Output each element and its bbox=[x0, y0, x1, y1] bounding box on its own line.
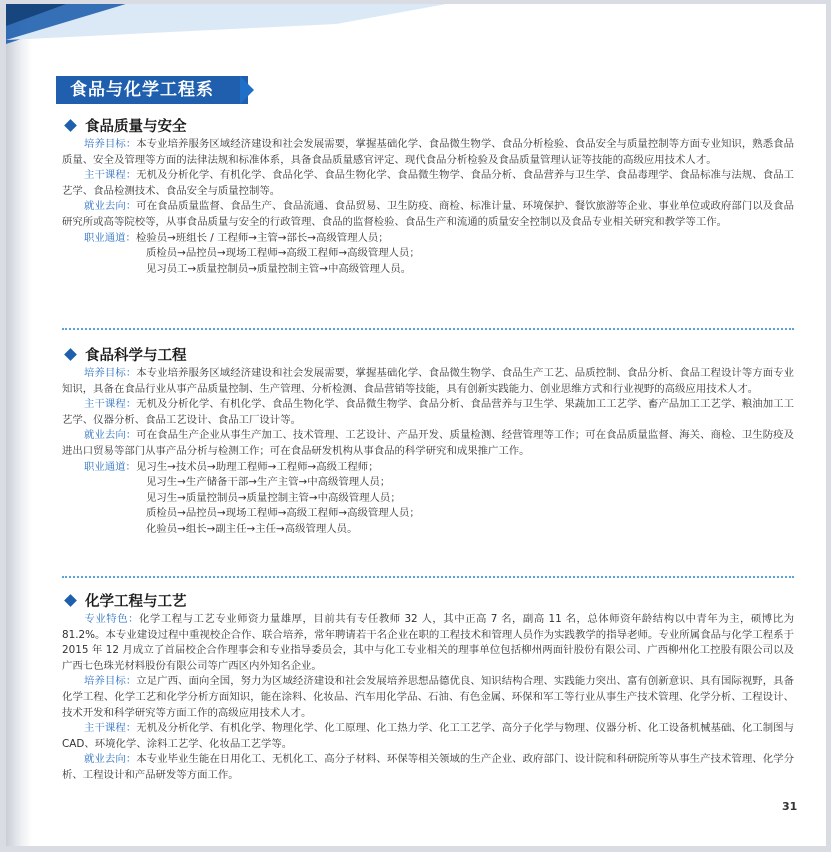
brochure-page bbox=[6, 4, 826, 846]
training-goal: 培养目标：本专业培养服务区域经济建设和社会发展需要，掌握基础化学、食品微生物学、食品生产工艺、品质控制、食品分析、食品工程设计等方面专业知识，具备在食品行业从事产品质量控制、生产管理、分析检测、食品营销等技能，具有创新实践能力、创业思维方式和行业视野的高级应用技术人才。 bbox=[62, 367, 795, 395]
career-path: 职业通道：检验员→班组长 / 工程师→主管→部长→高级管理人员； bbox=[84, 231, 389, 244]
main-courses: 主干课程：无机及分析化学、有机化学、食品化学、食品生物化学、食品微生物学、食品分析、食品营养与卫生学、食品毒理学、食品标准与法规、食品工艺学、食品检测技术、食品安全与质量控制等。 bbox=[62, 169, 795, 197]
employment: 就业去向：本专业毕业生能在日用化工、无机化工、高分子材料、环保等相关领域的生产企业、政府部门、设计院和科研院所等从事生产技术管理、化学分析、工程设计和产品研发等方面工作。 bbox=[62, 753, 795, 781]
department-title: 食品与化学工程系 bbox=[56, 76, 248, 104]
career-path: 见习生→质量控制员→质量控制主管→中高级管理人员； bbox=[146, 491, 401, 504]
career-path: 化验员→组长→副主任→主任→高级管理人员。 bbox=[146, 522, 358, 535]
main-courses: 主干课程：无机及分析化学、有机化学、物理化学、化工原理、化工热力学、化工工艺学、高分子化学与物理、仪器分析、化工设备机械基础、化工制图与 CAD、环境化学、涂料工艺学、化妆品工艺学等。 bbox=[62, 722, 795, 750]
career-path: 质检员→品控员→现场工程师→高级工程师→高级管理人员； bbox=[146, 507, 420, 520]
corner-decoration bbox=[6, 4, 466, 44]
career-path: 见习生→生产储备干部→生产主管→中高级管理人员； bbox=[146, 476, 391, 489]
diamond-bullet-icon bbox=[64, 119, 77, 132]
section-divider bbox=[62, 576, 794, 578]
major-title: 化学工程与工艺 bbox=[64, 590, 187, 611]
major-details bbox=[62, 137, 794, 277]
diamond-bullet-icon bbox=[64, 348, 77, 361]
major-details bbox=[62, 612, 794, 784]
employment: 就业去向：可在食品质量监督、食品生产、食品流通、食品贸易、卫生防疫、商检、标准计量、环境保护、餐饮旅游等企业、事业单位或政府部门以及食品研究所或高等院校等，从事食品质量与安全的行政管理、食品的监督检验、食品生产和流通的质量安全控制以及食品专业相关研究和教学等工作。 bbox=[62, 200, 795, 228]
major-title: 食品质量与安全 bbox=[64, 115, 187, 136]
career-path: 质检员→品控员→现场工程师→高级工程师→高级管理人员； bbox=[146, 247, 420, 260]
training-goal: 培养目标：立足广西、面向全国，努力为区域经济建设和社会发展培养思想品德优良、知识结构合理、实践能力突出、富有创新意识、具有国际视野，具备化学工程、化学工艺和化学分析方面知识，能在涂料、化妆品、汽车用化学品、石油、有色金属、环保和军工等行业从事生产技术管理、化学分析、工程设计、技术开发和科学研究等方面工作的高级应用技术人才。 bbox=[62, 675, 795, 719]
employment: 就业去向：可在食品生产企业从事生产加工、技术管理、工艺设计、产品开发、质量检测、经营管理等工作；可在食品质量监督、海关、商检、卫生防疫及进出口贸易等部门从事产品分析与检测工作；可在食品研发机构从事食品的科学研究和成果推广工作。 bbox=[62, 429, 795, 457]
banner-arrow-icon bbox=[240, 76, 254, 104]
career-path: 职业通道：见习生→技术员→助理工程师→工程师→高级工程师； bbox=[84, 460, 379, 473]
major-details bbox=[62, 366, 794, 538]
page-number: 31 bbox=[782, 800, 798, 813]
career-path: 见习员工→质量控制员→质量控制主管→中高级管理人员。 bbox=[146, 262, 412, 275]
section-divider bbox=[62, 328, 794, 330]
main-courses: 主干课程：无机及分析化学、有机化学、食品生物化学、食品微生物学、食品分析、食品营养与卫生学、果蔬加工工艺学、畜产品加工工艺学、粮油加工工艺学、仪器分析、食品工艺设计、食品工厂设计等。 bbox=[62, 398, 795, 426]
diamond-bullet-icon bbox=[64, 594, 77, 607]
training-goal: 培养目标：本专业培养服务区域经济建设和社会发展需要，掌握基础化学、食品微生物学、食品分析检验、食品安全与质量控制等方面专业知识，熟悉食品质量、安全及管理等方面的法律法规和标准体系，具备食品质量感官评定、现代食品分析检验及食品质量管理认证等技能的高级应用技术人才。 bbox=[62, 138, 795, 166]
page-spine-shadow bbox=[6, 4, 32, 846]
major-feature: 专业特色：化学工程与工艺专业师资力量雄厚，目前共有专任教师 32 人，其中正高 7 名，副高 11 名，总体师资年龄结构以中青年为主，硕博比为 81.2%。本专业建设过程中重视校企合作、联合培养，常年聘请若干名企业在职的工程技术和管理人员作为实践教学的指导老师。专业所属食品与化学工程系于 2015 年 12 月成立了首届校企合作理事会和专业指导委员会，其中与化工专业相关的理事单位包括柳州两面针股份有限公司、广西柳州化工控股有限公司以及广西七色珠光材料股份有限公司等广西区内外知名企业。 bbox=[62, 613, 794, 672]
major-title: 食品科学与工程 bbox=[64, 344, 187, 365]
